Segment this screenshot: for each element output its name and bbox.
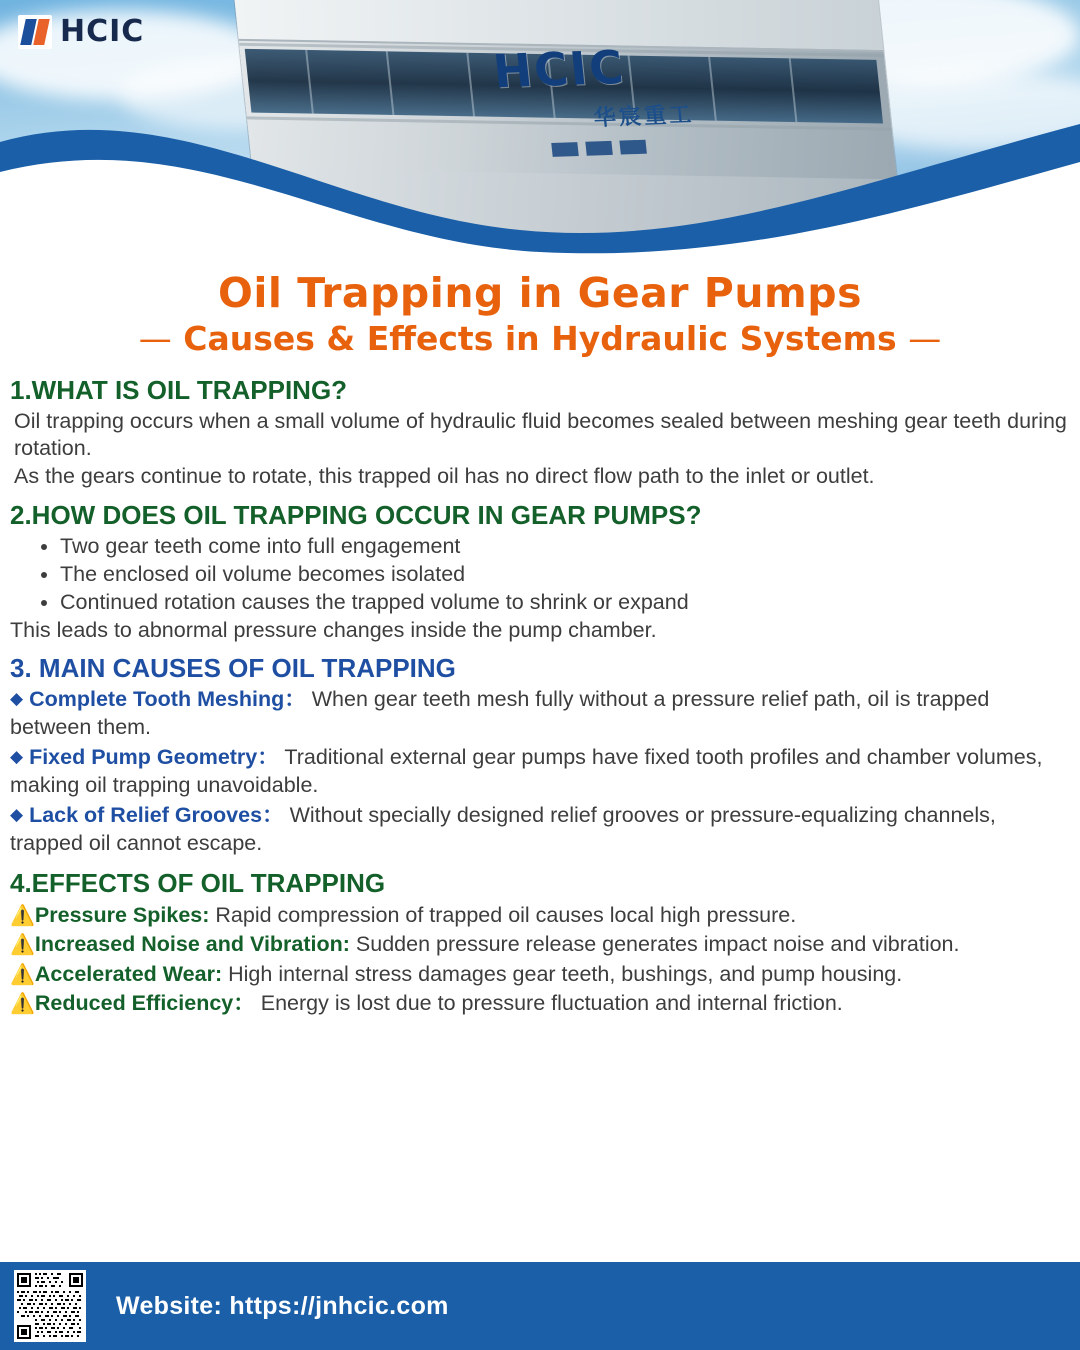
section-heading-2: 2.HOW DOES OIL TRAPPING OCCUR IN GEAR PUMPS? [10, 500, 702, 531]
footer-bar [0, 1262, 1080, 1350]
effect-label: Reduced Efficiency： [34, 990, 255, 1015]
section-heading-1: 1.WHAT IS OIL TRAPPING? [10, 374, 348, 405]
effect-item-4 [10, 989, 1070, 1017]
article-content [0, 359, 1080, 1018]
warning-icon: ⚠️ [10, 934, 35, 957]
cause-text: Without specially designed relief grooves or pressure-equalizing channels, trapped oil cannot escape. [10, 802, 996, 855]
cause-item-3 [10, 802, 1070, 858]
section-2-summary: This leads to abnormal pressure changes inside the pump chamber. [10, 618, 657, 643]
hcic-logo-icon [18, 15, 52, 49]
effect-text: Energy is lost due to pressure fluctuation and internal friction. [260, 990, 843, 1015]
effect-text: Rapid compression of trapped oil causes local high pressure. [215, 902, 797, 927]
diamond-bullet-icon: ◆ [10, 804, 24, 824]
page-subtitle-text: Causes & Effects in Hydraulic Systems [183, 319, 897, 359]
section-1-paragraph-1: Oil trapping occurs when a small volume of hydraulic fluid becomes sealed between meshing gear teeth during rotation. [14, 408, 1067, 461]
diamond-bullet-icon: ◆ [10, 689, 24, 709]
warning-icon: ⚠️ [10, 963, 35, 986]
section-1-paragraph-2: As the gears continue to rotate, this trapped oil has no direct flow path to the inlet or outlet. [14, 463, 875, 488]
title-block [0, 270, 1080, 359]
cause-text: Traditional external gear pumps have fixed tooth profiles and chamber volumes, making oil trapping unavoidable. [10, 744, 1043, 797]
hcic-logo [18, 14, 144, 49]
effect-label: Accelerated Wear: [34, 961, 223, 986]
diamond-bullet-icon: ◆ [10, 746, 24, 766]
building-logo-text: HCIC [490, 40, 628, 99]
cause-text: When gear teeth mesh fully without a pressure relief path, oil is trapped between them. [10, 687, 990, 740]
cause-label: Complete Tooth Meshing [29, 687, 285, 712]
list-item: • Two gear teeth come into full engagement [60, 533, 1070, 561]
cause-label: Fixed Pump Geometry [29, 744, 258, 769]
warning-icon: ⚠️ [10, 992, 35, 1015]
dash-left: — [138, 319, 172, 359]
section-heading-3: 3. MAIN CAUSES OF OIL TRAPPING [10, 653, 456, 684]
blue-wave-divider [0, 102, 1080, 262]
dash-right: — [908, 319, 942, 359]
hero-banner [0, 0, 1080, 262]
section-2-bullet-list [10, 533, 1070, 617]
building-chinese-name: 华宸重工 [592, 101, 696, 131]
hcic-logo-text: HCIC [60, 14, 145, 49]
effect-text: High internal stress damages gear teeth, bushings, and pump housing. [228, 961, 903, 986]
cause-item-2 [10, 744, 1070, 800]
website-link[interactable]: Website: https://jnhcic.com [116, 1291, 449, 1320]
effect-item-1 [10, 901, 1070, 929]
cause-item-1 [10, 686, 1070, 742]
effect-item-2 [10, 930, 1070, 958]
qr-code[interactable] [14, 1270, 86, 1342]
cause-separator: ： [284, 687, 306, 712]
effect-label: Pressure Spikes: [34, 902, 210, 927]
section-heading-4: 4.EFFECTS OF OIL TRAPPING [10, 867, 386, 898]
list-item: • The enclosed oil volume becomes isolated [60, 561, 1070, 589]
page-subtitle [0, 319, 1080, 359]
effect-text: Sudden pressure release generates impact noise and vibration. [355, 932, 960, 957]
effect-label: Increased Noise and Vibration: [34, 932, 350, 957]
warning-icon: ⚠️ [10, 904, 35, 927]
effect-item-3 [10, 960, 1070, 988]
page-title: Oil Trapping in Gear Pumps [218, 269, 862, 317]
cause-separator: ： [257, 744, 279, 769]
cause-label: Lack of Relief Grooves [29, 802, 263, 827]
list-item: • Continued rotation causes the trapped volume to shrink or expand [60, 589, 1070, 617]
cause-separator: ： [262, 802, 284, 827]
